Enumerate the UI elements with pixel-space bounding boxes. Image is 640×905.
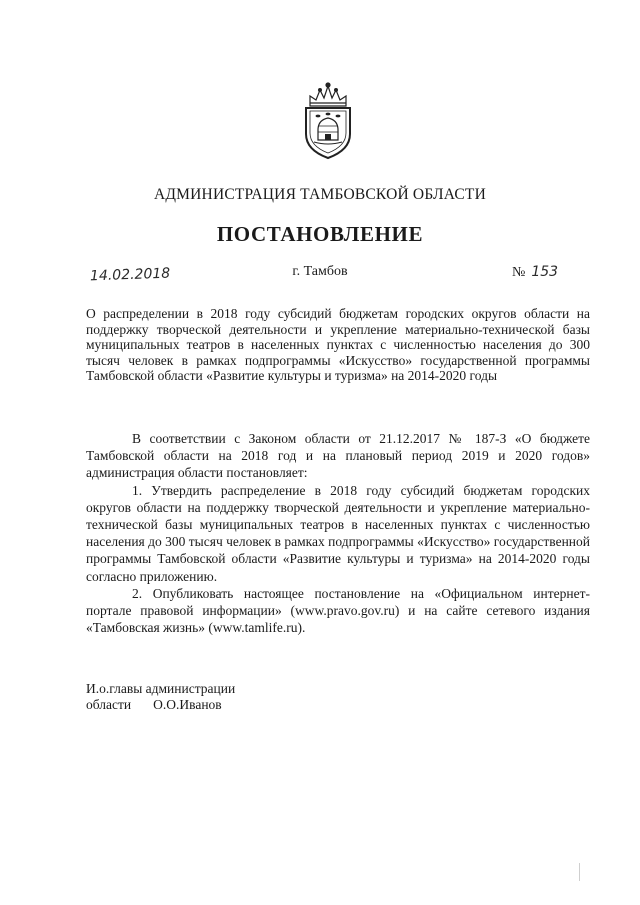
item-1-paragraph: 1. Утвердить распределение в 2018 году субсидий бюджетам городских округов области на поддержку творческой деятельности и укрепление материально-технической базы муниципальных театров в населенных пунктах с численностью населения до 300 тысяч человек в рамках подпрограммы «Искусство» государственной программы Тамбовской области «Развитие культуры и туризма» на 2014-2020 годы согласно приложению. — [86, 482, 590, 584]
signature-position-line2: области — [86, 697, 132, 712]
number-label: № — [512, 265, 526, 280]
document-city: г. Тамбов — [292, 264, 348, 279]
item-2-paragraph: 2. Опубликовать настоящее постановление на «Официальном интернет-портале правовой информации» (www.pravo.gov.ru) и на сайте сетевого издания «Тамбовская жизнь» (www.tamlife.ru). — [86, 585, 590, 636]
handwritten-number: 153 — [531, 264, 559, 280]
signature-position-line1: И.о.главы администрации — [86, 681, 236, 696]
scan-artifact — [579, 863, 580, 881]
document-type-title: ПОСТАНОВЛЕНИЕ — [216, 222, 424, 246]
document-subject: О распределении в 2018 году субсидий бюджетам городских округов области на поддержку творческой деятельности и укрепление материально-технической базы муниципальных театров в населенных пунктах с численностью населения до 300 тысяч человек в рамках подпрограммы «Искусство» государственной программы Тамбовской области «Развитие культуры и туризма» на 2014-2020 годы — [86, 306, 590, 384]
signatory-name: О.О.Иванов — [153, 697, 222, 712]
signature-line2 — [86, 697, 235, 713]
document-number — [512, 264, 558, 281]
preamble-paragraph: В соответствии с Законом области от 21.12.2017 № 187-З «О бюджете Тамбовской области на 2018 год и на плановый период 2019 и 2020 годов» администрация области постановляет: — [86, 431, 590, 481]
document-body — [86, 430, 590, 636]
coat-of-arms-icon — [296, 80, 360, 160]
organization-name: АДМИНИСТРАЦИЯ ТАМБОВСКОЙ ОБЛАСТИ — [154, 186, 486, 203]
handwritten-date: 14.02.2018 — [89, 265, 171, 285]
signature-block — [86, 681, 235, 713]
